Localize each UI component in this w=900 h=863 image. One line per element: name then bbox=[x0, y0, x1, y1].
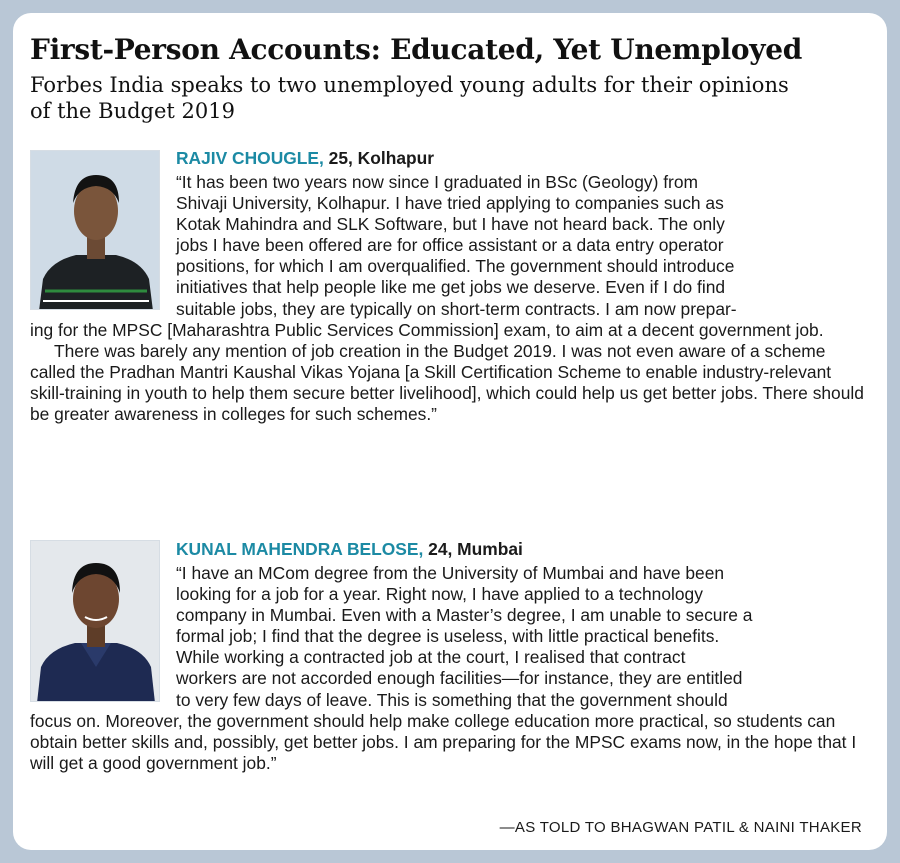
person-details: 24, Mumbai bbox=[423, 539, 523, 559]
person-name: KUNAL MAHENDRA BELOSE, bbox=[176, 539, 424, 559]
quote-line: positions, for which I am overqualified. The government should introduce bbox=[176, 256, 735, 277]
quote-line: formal job; I find that the degree is useless, with little practical benefits. bbox=[176, 626, 720, 647]
person-name-line-rajiv bbox=[176, 148, 434, 169]
person-name-line-kunal bbox=[176, 539, 523, 560]
person-details: 25, Kolhapur bbox=[323, 148, 435, 168]
quote-continuation: focus on. Moreover, the government should help make college education more practical, so students can obtain better skills and, possibly, get better jobs. I am preparing for the MPSC exams now, in the hope that I will get a good government job.” bbox=[30, 710, 857, 773]
article-title: First-Person Accounts: Educated, Yet Unemployed bbox=[30, 33, 803, 66]
account-quote-kunal bbox=[30, 563, 866, 774]
quote-line: Shivaji University, Kolhapur. I have tried applying to companies such as bbox=[176, 193, 724, 214]
quote-line: workers are not accorded enough facilities—for instance, they are entitled bbox=[176, 668, 743, 689]
account-quote-rajiv bbox=[30, 172, 866, 425]
quote-line: looking for a job for a year. Right now, I have applied to a technology bbox=[176, 584, 703, 605]
quote-paragraph-2: There was barely any mention of job creation in the Budget 2019. I was not even aware of a scheme called the Pradhan Mantri Kaushal Vikas Yojana [a Skill Certification Scheme to enable industry-relevant skill-training in youth to help them secure better livelihood], which could help us get better jobs. There should be greater awareness in colleges for such schemes.” bbox=[30, 340, 864, 425]
quote-line: “I have an MCom degree from the University of Mumbai and have been bbox=[176, 563, 725, 583]
byline-credit: —AS TOLD TO BHAGWAN PATIL & NAINI THAKER bbox=[499, 819, 862, 836]
quote-line: initiatives that help people like me get jobs we deserve. Even if I do find bbox=[176, 277, 726, 298]
quote-line: While working a contracted job at the court, I realised that contract bbox=[176, 647, 686, 668]
quote-line: jobs I have been offered are for office assistant or a data entry operator bbox=[176, 235, 724, 256]
quote-line: Kotak Mahindra and SLK Software, but I have not heard back. The only bbox=[176, 214, 725, 235]
quote-line: to very few days of leave. This is something that the government should bbox=[176, 689, 728, 710]
quote-line: suitable jobs, they are typically on short-term contracts. I am now prepar- bbox=[176, 298, 737, 319]
quote-line: “It has been two years now since I graduated in BSc (Geology) from bbox=[176, 172, 698, 192]
article-subtitle: Forbes India speaks to two unemployed young adults for their opinions of the Budget 2019 bbox=[30, 73, 789, 123]
quote-line: company in Mumbai. Even with a Master’s degree, I am unable to secure a bbox=[176, 605, 753, 626]
person-name: RAJIV CHOUGLE, bbox=[176, 148, 324, 168]
quote-continuation: ing for the MPSC [Maharashtra Public Services Commission] exam, to aim at a decent government job. bbox=[30, 319, 824, 340]
